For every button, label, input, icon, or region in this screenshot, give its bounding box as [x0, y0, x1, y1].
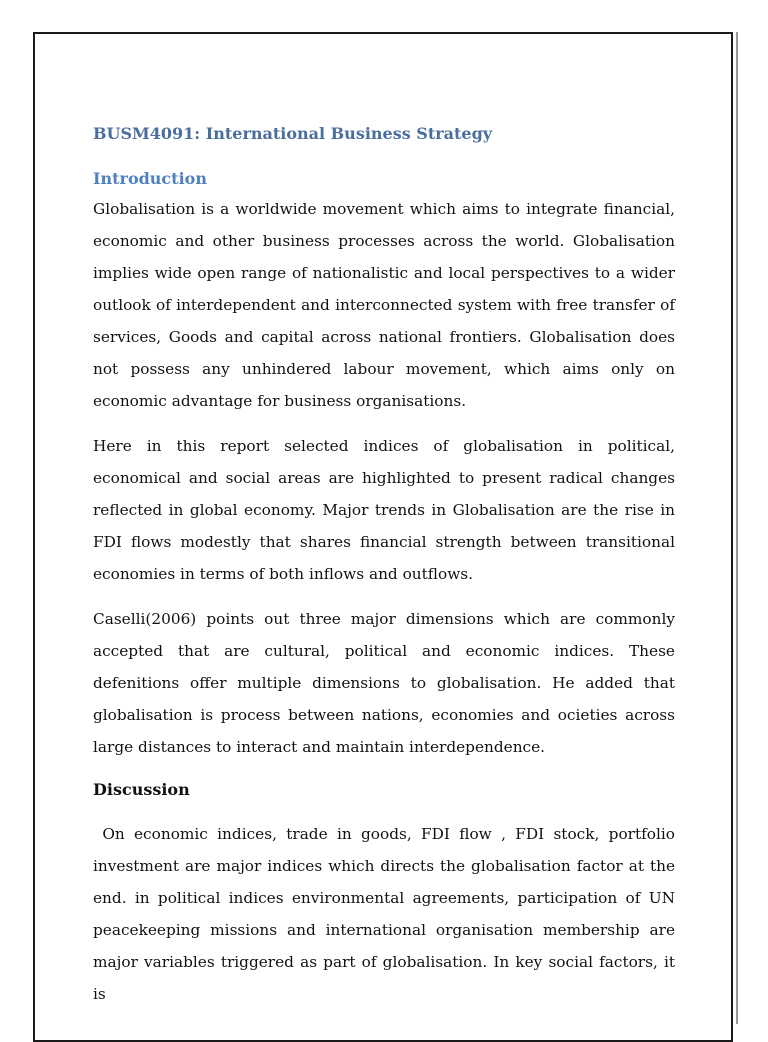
paragraph: On economic indices, trade in goods, FDI flow , FDI stock, portfolio investment are major indices which directs the globalisation factor at the end. in political indices environmental agreements, participation of UN peacekeeping missions and international organisation membership are major variables triggered as part of globalisation. In key social factors, it is [93, 825, 680, 1003]
document-title: BUSM4091: International Business Strategy [93, 124, 493, 143]
section-heading-introduction: Introduction [93, 169, 207, 188]
paragraph: Globalisation is a worldwide movement which aims to integrate financial, economic and other business processes across the world. Globalisation implies wide open range of nationalistic and local perspectives to a wider outlook of interdependent and interconnected system with free transfer of services, Goods and capital across national frontiers. Globalisation does not possess any unhindered labour movement, which aims only on economic advantage for business organisations. [93, 200, 675, 410]
page-shadow [736, 32, 738, 1024]
paragraph: Here in this report selected indices of globalisation in political, economical and social areas are highlighted to present radical changes reflected in global economy. Major trends in Globalisation are the rise in FDI flows modestly that shares financial strength between transitional economies in terms of both inflows and outflows. [93, 437, 675, 583]
paragraph: Caselli(2006) points out three major dimensions which are commonly accepted that are cultural, political and economic indices. These defenitions offer multiple dimensions to globalisation. He added that globalisation is process between nations, economies and ocieties across large distances to interact and maintain interdependence. [93, 610, 675, 756]
section-heading-discussion: Discussion [93, 780, 190, 799]
document-body [93, 120, 680, 1023]
